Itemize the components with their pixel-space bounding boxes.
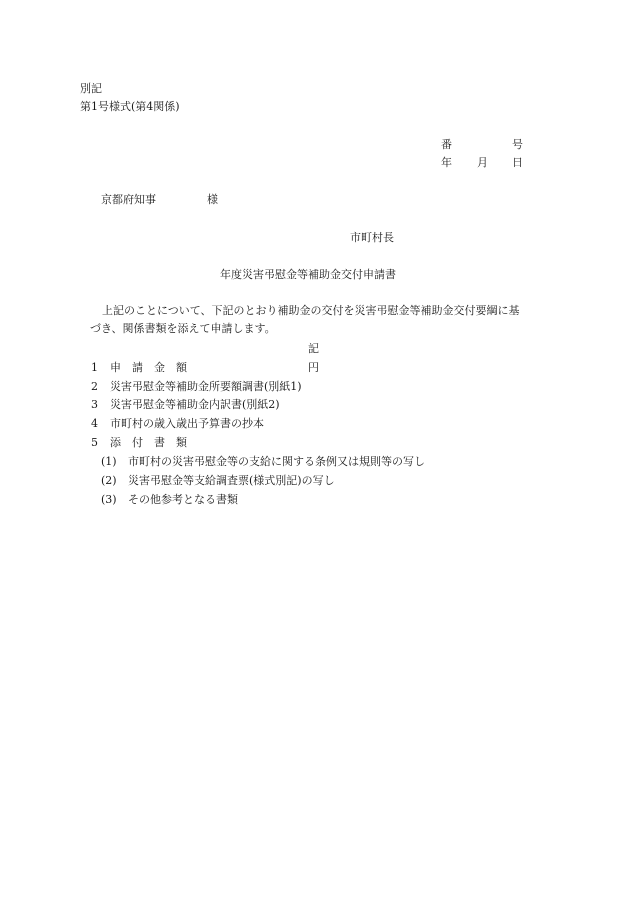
item-number: 2: [91, 380, 98, 393]
date-year: 年: [441, 156, 452, 169]
date-month: 月: [477, 156, 488, 169]
addressee-name: 京都府知事: [101, 193, 156, 206]
subitem-label: 市町村の災害弔慰金等の支給に関する条例又は規則等の写し: [128, 455, 425, 468]
item-number: 3: [91, 398, 98, 411]
addressee-honorific: 様: [207, 193, 218, 206]
subitem-number: (1): [101, 455, 117, 468]
form-number: 第1号様式(第4関係): [80, 100, 180, 113]
body-line-2: づき、関係書類を添えて申請します。: [90, 322, 276, 335]
date-day: 日: [512, 156, 523, 169]
item-number: 4: [91, 417, 98, 430]
item-label: 申 請 金 額: [110, 361, 187, 374]
body-line-1: 上記のことについて、下記のとおり補助金の交付を災害弔慰金等補助金交付要綱に基: [102, 304, 520, 317]
doc-number-ban: 番: [441, 138, 452, 151]
subitem-number: (2): [101, 474, 117, 487]
item-number: 1: [91, 361, 98, 374]
subitem-label: 災害弔慰金等支給調査票(様式別記)の写し: [128, 474, 335, 487]
item-label: 市町村の歳入歳出予算書の抄本: [110, 417, 264, 430]
item-number: 5: [91, 436, 98, 449]
applicant-title: 市町村長: [350, 231, 394, 244]
subitem-number: (3): [101, 493, 117, 506]
doc-number-go: 号: [512, 138, 523, 151]
item-label: 災害弔慰金等補助金内訳書(別紙2): [110, 398, 280, 411]
item-suffix-yen: 円: [308, 361, 319, 374]
betsuki-label: 別記: [80, 82, 102, 95]
document-title: 年度災害弔慰金等補助金交付申請書: [220, 268, 396, 281]
subitem-label: その他参考となる書類: [128, 493, 238, 506]
ki-heading: 記: [308, 342, 319, 355]
item-label: 添 付 書 類: [110, 436, 187, 449]
item-label: 災害弔慰金等補助金所要額調書(別紙1): [110, 380, 302, 393]
